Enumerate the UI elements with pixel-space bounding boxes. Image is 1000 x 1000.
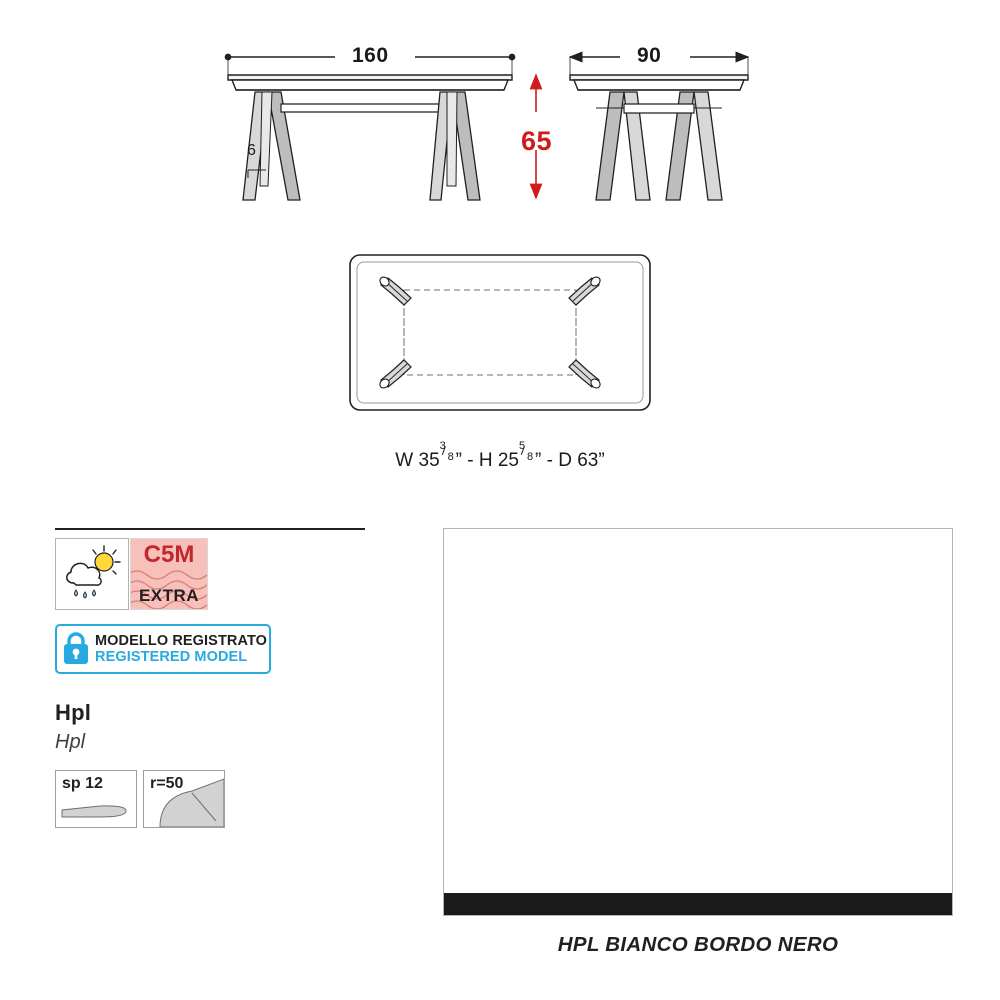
thickness-spec-box xyxy=(55,770,137,828)
material-name-it: Hpl xyxy=(55,700,92,725)
info-column xyxy=(55,528,375,828)
c5m-code-label: C5M xyxy=(143,541,195,568)
c5m-extra-label: EXTRA xyxy=(138,586,200,605)
section-divider xyxy=(55,528,365,530)
swatch-black-edge xyxy=(444,893,952,915)
side-depth-dimension-label: 90 xyxy=(637,44,662,67)
lock-icon xyxy=(62,632,90,666)
material-block xyxy=(55,700,375,754)
imperial-width-fraction: 3 8 xyxy=(440,447,456,466)
front-width-dimension-label: 160 xyxy=(352,44,389,67)
imperial-suffix: ” - D 63” xyxy=(535,450,605,471)
registered-model-en: REGISTERED MODEL xyxy=(95,649,248,665)
certification-badges xyxy=(55,538,375,610)
material-swatch xyxy=(443,528,953,916)
imperial-mid: ” - H 25 xyxy=(455,450,520,471)
lock-icon-wrap xyxy=(57,626,95,672)
swatch-caption: HPL BIANCO BORDO NERO xyxy=(557,933,839,956)
material-name-en: Hpl xyxy=(55,731,86,753)
side-view xyxy=(570,57,748,200)
plan-view xyxy=(350,255,650,410)
registered-model-badge xyxy=(55,624,271,674)
registered-model-it: MODELLO REGISTRATO xyxy=(95,632,268,649)
spec-boxes xyxy=(55,770,375,828)
registered-model-texts xyxy=(95,633,267,665)
corner-radius-spec-label: r=50 xyxy=(150,775,184,792)
top-thickness-dimension-label: 6 xyxy=(247,142,257,159)
height-dimension-label: 65 xyxy=(521,126,553,156)
corner-radius-spec-box xyxy=(143,770,225,828)
thickness-spec-label: sp 12 xyxy=(62,775,103,792)
c5m-extra-box xyxy=(130,538,208,610)
corner-radius-icon xyxy=(144,771,224,827)
sun-rain-icon xyxy=(56,539,128,609)
imperial-dimensions-caption xyxy=(0,440,1000,472)
imperial-width-prefix: W 35 xyxy=(395,450,440,471)
weather-resistance-box xyxy=(55,538,129,610)
thickness-profile-icon xyxy=(56,771,136,827)
imperial-height-fraction: 5 8 xyxy=(519,447,535,466)
material-swatch-panel xyxy=(443,528,953,957)
front-view xyxy=(228,57,512,200)
